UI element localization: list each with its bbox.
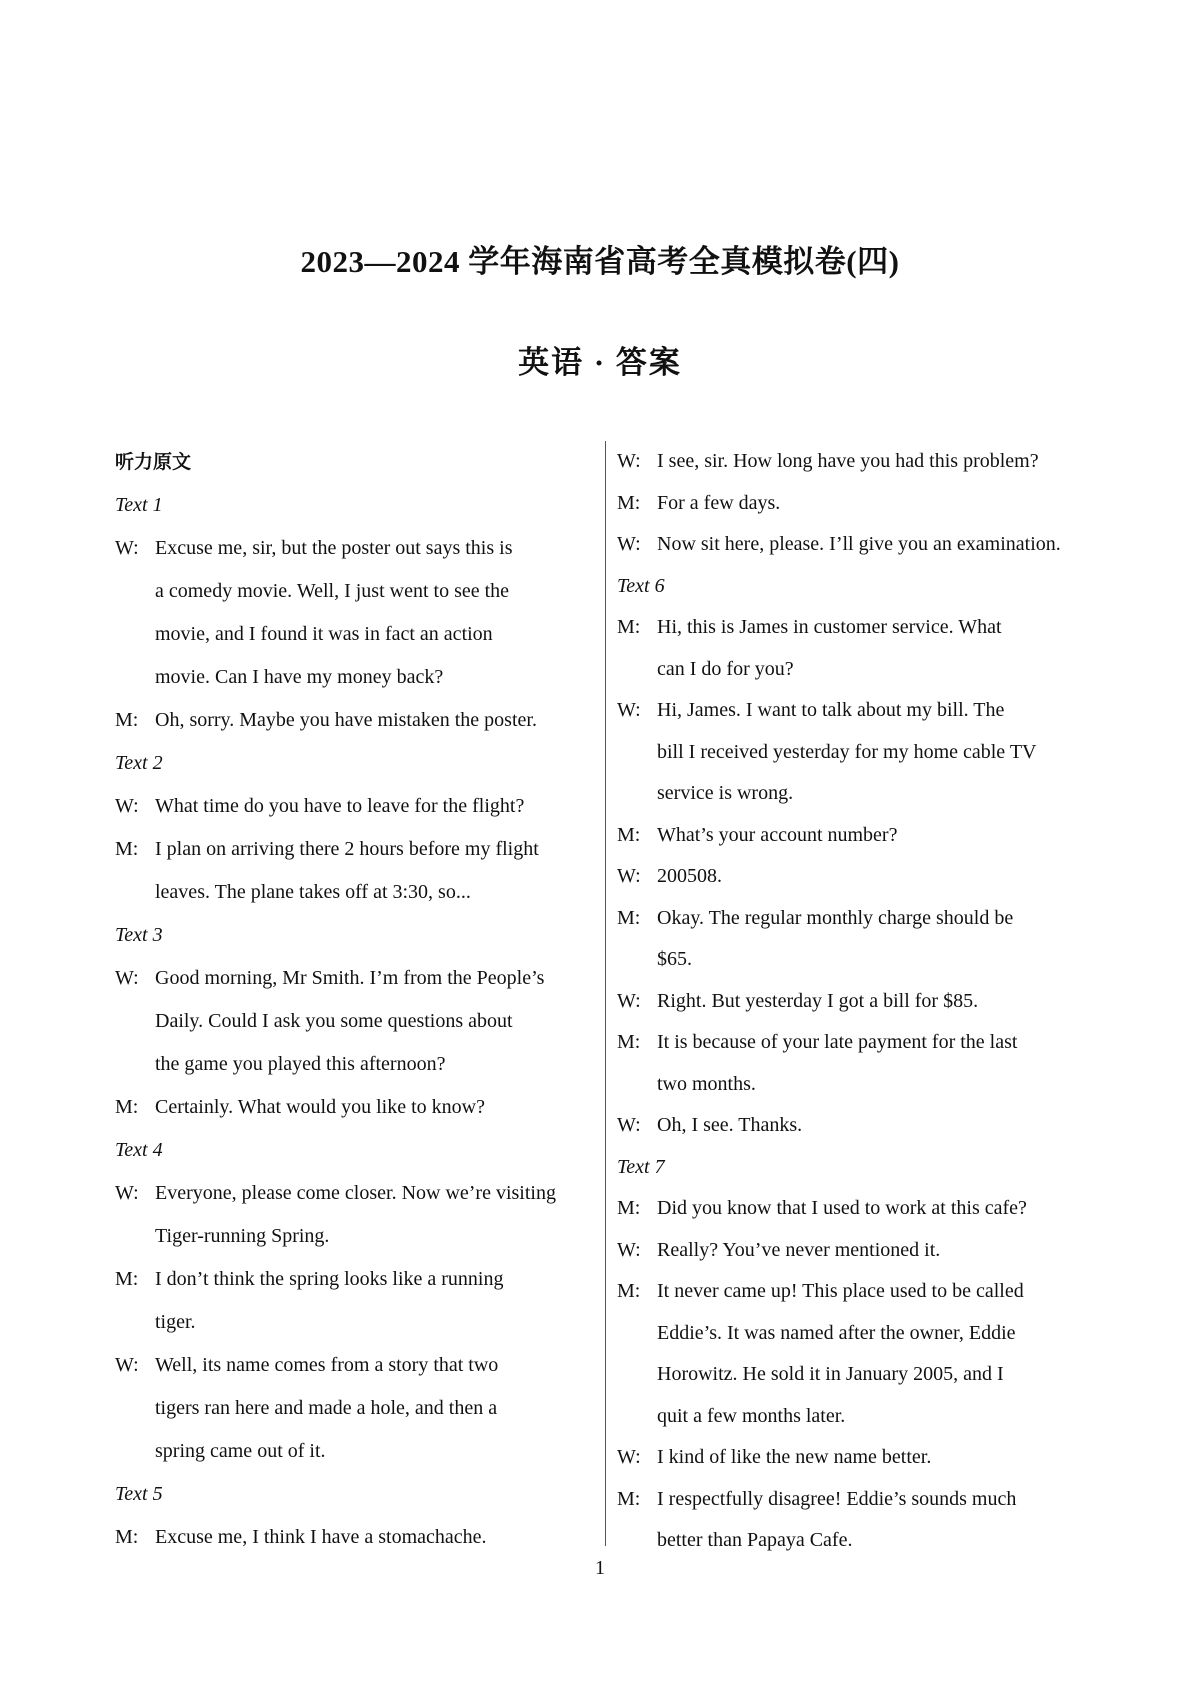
- dialogue-line: the game you played this afternoon?: [155, 1053, 446, 1075]
- dialogue-line: Excuse me, I think I have a stomachache.: [155, 1526, 487, 1548]
- text-label: Text 6: [617, 574, 665, 597]
- dialogue-turn: [617, 981, 1099, 1023]
- dialogue-text: [155, 699, 600, 742]
- dialogue-line: leaves. The plane takes off at 3:30, so...: [155, 881, 471, 903]
- dialogue-line: bill I received yesterday for my home cable TV: [657, 740, 1037, 763]
- speaker-label: W:: [115, 1354, 139, 1376]
- speaker-label: M:: [617, 1031, 641, 1053]
- dialogue-text: [155, 957, 600, 1086]
- section-heading: 听力原文: [115, 451, 192, 473]
- dialogue-line: I see, sir. How long have you had this problem?: [657, 450, 1039, 472]
- dialogue-line: two months.: [657, 1072, 756, 1095]
- dialogue-text: [155, 785, 600, 828]
- text-label: Text 3: [115, 924, 163, 946]
- dialogue-text: [657, 607, 1099, 690]
- dialogue-text: [155, 1516, 600, 1559]
- dialogue-text: [657, 1437, 1099, 1479]
- speaker-label: W:: [617, 1114, 641, 1136]
- text-label: Text 7: [617, 1155, 665, 1178]
- dialogue-line: better than Papaya Cafe.: [657, 1529, 853, 1551]
- dialogue-text: [657, 690, 1099, 815]
- text-label: Text 1: [115, 494, 163, 516]
- dialogue-text: [657, 1230, 1099, 1272]
- dialogue-text: [657, 856, 1099, 898]
- dialogue-line: I kind of like the new name better.: [657, 1446, 932, 1468]
- speaker-label: M:: [617, 491, 641, 514]
- dialogue-line: Tiger-running Spring.: [155, 1225, 330, 1247]
- dialogue-text: [657, 981, 1099, 1023]
- dialogue-text: [155, 1258, 600, 1344]
- speaker-label: M:: [617, 1280, 641, 1302]
- speaker-label: M:: [115, 838, 139, 860]
- dialogue-turn: [617, 815, 1099, 857]
- column-divider: [605, 441, 606, 1546]
- dialogue-line: Really? You’ve never mentioned it.: [657, 1238, 941, 1261]
- dialogue-turn: [115, 1172, 600, 1258]
- dialogue-text: [657, 1105, 1099, 1147]
- dialogue-line: spring came out of it.: [155, 1440, 326, 1462]
- dialogue-text: [657, 1022, 1099, 1105]
- dialogue-line: movie, and I found it was in fact an action: [155, 623, 493, 645]
- dialogue-line: It is because of your late payment for the last: [657, 1031, 1018, 1053]
- speaker-label: M:: [115, 709, 139, 731]
- dialogue-line: Did you know that I used to work at this cafe?: [657, 1197, 1027, 1219]
- dialogue-text: [657, 441, 1099, 483]
- dialogue-line: a comedy movie. Well, I just went to see the: [155, 580, 510, 602]
- dialogue-line: Excuse me, sir, but the poster out says this is: [155, 537, 513, 559]
- dialogue-line: quit a few months later.: [657, 1404, 846, 1427]
- speaker-label: W:: [115, 537, 139, 559]
- speaker-label: W:: [617, 1238, 641, 1261]
- right-column: [617, 441, 1099, 1562]
- dialogue-line: can I do for you?: [657, 657, 794, 680]
- speaker-label: M:: [115, 1096, 139, 1118]
- dialogue-line: Okay. The regular monthly charge should be: [657, 906, 1014, 929]
- speaker-label: W:: [617, 865, 641, 887]
- dialogue-turn: [617, 1479, 1099, 1562]
- dialogue-turn: [115, 1344, 600, 1473]
- speaker-label: W:: [115, 967, 139, 989]
- dialogue-line: tigers ran here and made a hole, and then a: [155, 1397, 498, 1419]
- speaker-label: M:: [617, 1197, 641, 1219]
- dialogue-line: $65.: [657, 948, 692, 970]
- dialogue-line: Certainly. What would you like to know?: [155, 1096, 485, 1118]
- speaker-label: W:: [617, 533, 641, 555]
- page-number: 1: [595, 1557, 605, 1579]
- dialogue-turn: [115, 828, 600, 914]
- text-label: Text 2: [115, 752, 163, 774]
- dialogue-line: Horowitz. He sold it in January 2005, and I: [657, 1363, 1004, 1385]
- speaker-label: W:: [115, 795, 139, 817]
- dialogue-turn: [617, 1022, 1099, 1105]
- dialogue-turn: [617, 898, 1099, 981]
- dialogue-line: For a few days.: [657, 491, 781, 514]
- speaker-label: W:: [617, 1446, 641, 1468]
- dialogue-line: Oh, I see. Thanks.: [657, 1114, 803, 1136]
- dialogue-line: Right. But yesterday I got a bill for $85.: [657, 989, 979, 1012]
- dialogue-turn: [115, 1086, 600, 1129]
- dialogue-text: [155, 1172, 600, 1258]
- dialogue-line: Now sit here, please. I’ll give you an examination.: [657, 533, 1061, 555]
- dialogue-text: [657, 524, 1099, 566]
- dialogue-text: [155, 828, 600, 914]
- dialogue-line: Daily. Could I ask you some questions about: [155, 1010, 513, 1032]
- dialogue-turn: [115, 1516, 600, 1559]
- dialogue-line: I plan on arriving there 2 hours before my flight: [155, 838, 539, 860]
- dialogue-line: Hi, this is James in customer service. What: [657, 616, 1002, 638]
- dialogue-line: Hi, James. I want to talk about my bill. The: [657, 699, 1005, 721]
- speaker-label: M:: [115, 1526, 139, 1548]
- left-column: [115, 441, 600, 1559]
- dialogue-turn: [617, 441, 1099, 483]
- dialogue-turn: [617, 1230, 1099, 1272]
- dialogue-line: It never came up! This place used to be called: [657, 1280, 1024, 1302]
- dialogue-turn: [617, 524, 1099, 566]
- speaker-label: W:: [617, 989, 641, 1012]
- dialogue-turn: [115, 699, 600, 742]
- dialogue-text: [657, 1188, 1099, 1230]
- dialogue-line: Eddie’s. It was named after the owner, Eddie: [657, 1321, 1016, 1344]
- right-column-content: [617, 441, 1099, 1562]
- document-title: 2023—2024 学年海南省高考全真模拟卷(四): [300, 244, 900, 279]
- dialogue-line: movie. Can I have my money back?: [155, 666, 444, 688]
- text-label: Text 5: [115, 1483, 163, 1505]
- speaker-label: M:: [617, 616, 641, 638]
- left-column-content: [115, 484, 600, 1559]
- text-label: Text 4: [115, 1139, 163, 1161]
- speaker-label: W:: [617, 699, 641, 721]
- dialogue-turn: [115, 1258, 600, 1344]
- speaker-label: W:: [617, 450, 641, 472]
- dialogue-line: I don’t think the spring looks like a running: [155, 1268, 504, 1290]
- dialogue-text: [657, 483, 1099, 525]
- dialogue-turn: [115, 527, 600, 699]
- dialogue-turn: [617, 690, 1099, 815]
- dialogue-turn: [617, 483, 1099, 525]
- dialogue-line: Everyone, please come closer. Now we’re visiting: [155, 1182, 556, 1204]
- document-subtitle: 英语 · 答案: [518, 345, 682, 380]
- speaker-label: M:: [617, 823, 641, 846]
- dialogue-text: [657, 1479, 1099, 1562]
- dialogue-turn: [115, 785, 600, 828]
- dialogue-text: [155, 1344, 600, 1473]
- speaker-label: M:: [115, 1268, 139, 1290]
- dialogue-turn: [617, 1271, 1099, 1437]
- dialogue-line: tiger.: [155, 1311, 196, 1333]
- speaker-label: M:: [617, 906, 641, 929]
- dialogue-turn: [617, 1105, 1099, 1147]
- dialogue-line: Well, its name comes from a story that two: [155, 1354, 499, 1376]
- dialogue-text: [657, 1271, 1099, 1437]
- dialogue-line: 200508.: [657, 865, 722, 887]
- dialogue-turn: [617, 607, 1099, 690]
- speaker-label: W:: [115, 1182, 139, 1204]
- dialogue-turn: [617, 1437, 1099, 1479]
- dialogue-text: [657, 815, 1099, 857]
- dialogue-turn: [617, 856, 1099, 898]
- dialogue-line: I respectfully disagree! Eddie’s sounds much: [657, 1487, 1017, 1510]
- dialogue-line: What’s your account number?: [657, 823, 898, 846]
- dialogue-text: [657, 898, 1099, 981]
- dialogue-turn: [617, 1188, 1099, 1230]
- dialogue-line: Oh, sorry. Maybe you have mistaken the poster.: [155, 709, 537, 731]
- dialogue-text: [155, 1086, 600, 1129]
- dialogue-line: service is wrong.: [657, 782, 794, 804]
- dialogue-turn: [115, 957, 600, 1086]
- dialogue-line: What time do you have to leave for the flight?: [155, 795, 525, 817]
- speaker-label: M:: [617, 1487, 641, 1510]
- dialogue-line: Good morning, Mr Smith. I’m from the People’s: [155, 967, 545, 989]
- dialogue-text: [155, 527, 600, 699]
